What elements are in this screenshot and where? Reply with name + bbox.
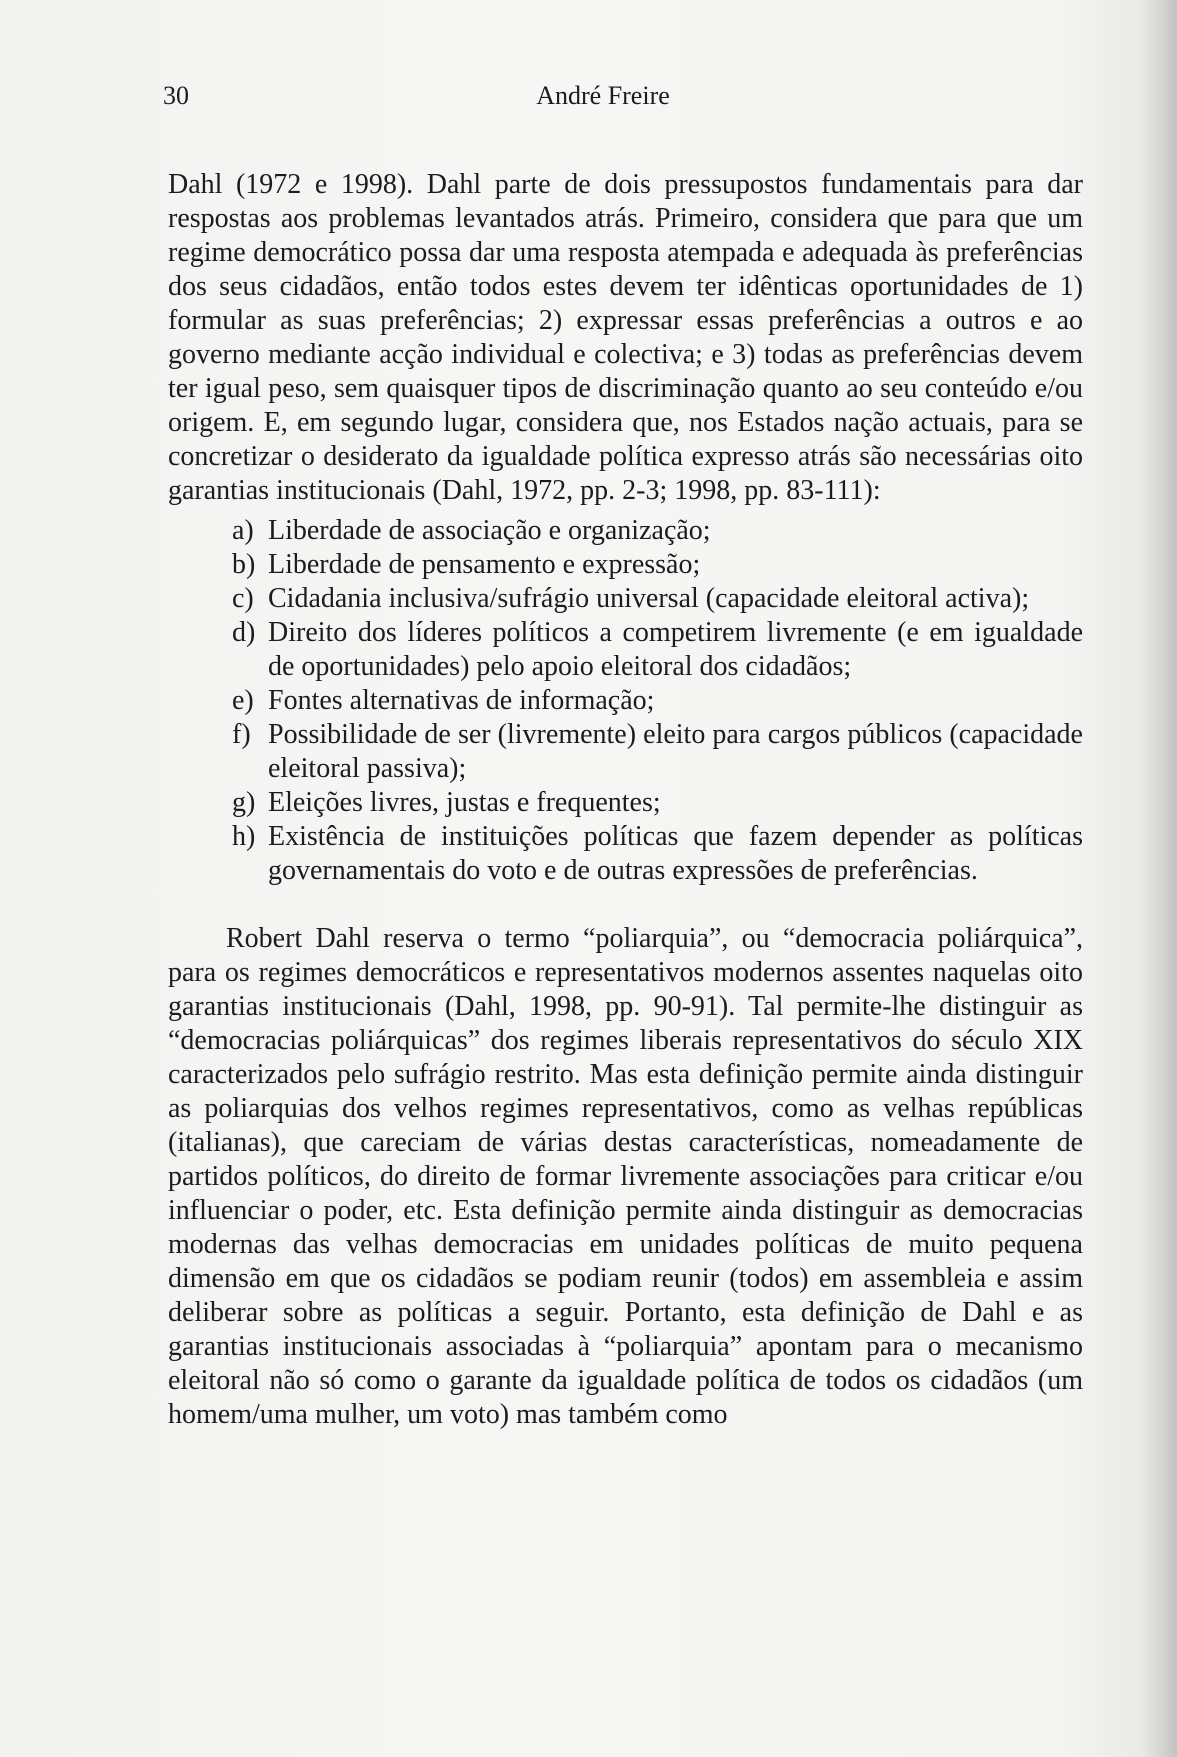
list-item-marker: g) (232, 787, 256, 818)
running-title: André Freire (536, 81, 670, 110)
list-item-text: Liberdade de pensamento e expressão; (268, 549, 701, 580)
list-item-marker: d) (232, 617, 256, 648)
second-paragraph: Robert Dahl reserva o termo “poliarquia”, ou “democracia poliárquica”, para os regimes democráticos e representativos modernos assentes naquelas oito garantias institucionais (Dahl, 1998, pp. 90-91). Tal permite-lhe distinguir as “democracias poliárquicas” dos regimes liberais representativos do século XIX caracterizados pelo sufrágio restrito. Mas esta definição permite ainda distinguir as poliarquias dos velhos regimes representativos, como as velhas repúblicas (italianas), que careciam de várias destas características, nomeadamente de partidos políticos, do direito de formar livremente associações para criticar e/ou influenciar o poder, etc. Esta definição permite ainda distinguir as democracias modernas das velhas democracias em unidades políticas de muito pequena dimensão em que os cidadãos se podiam reunir (todos) em assembleia e assim deliberar sobre as políticas a seguir. Portanto, esta definição de Dahl e as garantias institucionais associadas à “poliarquia” apontam para o mecanismo eleitoral não só como o garante da igualdade política de todos os cidadãos (um homem/uma mulher, um voto) mas também como (168, 923, 1083, 1430)
page-number: 30 (163, 81, 189, 110)
list-item (168, 786, 1083, 820)
list-item-marker: h) (232, 821, 256, 852)
list-item-text: Fontes alternativas de informação; (268, 685, 655, 716)
list-item-text: Eleições livres, justas e frequentes; (268, 787, 661, 818)
list-item-text: Cidadania inclusiva/sufrágio universal (capacidade eleitoral activa); (268, 583, 1030, 614)
list-item-marker: f) (232, 719, 251, 750)
body-text (168, 168, 1083, 1432)
list-item (168, 548, 1083, 582)
institutional-guarantees-list (168, 514, 1083, 888)
list-item (168, 820, 1083, 888)
list-item-marker: a) (232, 515, 254, 546)
list-item (168, 616, 1083, 684)
list-item-marker: e) (232, 685, 254, 716)
list-item-text: Existência de instituições políticas que fazem depender as políticas governamentais do voto e de outras expressões de preferências. (268, 821, 1083, 886)
list-item-text: Possibilidade de ser (livremente) eleito para cargos públicos (capacidade eleitoral passiva); (268, 719, 1083, 784)
page-edge-shadow (1141, 0, 1177, 1757)
intro-paragraph: Dahl (1972 e 1998). Dahl parte de dois pressupostos fundamentais para dar respostas aos problemas levantados atrás. Primeiro, considera que para que um regime democrático possa dar uma resposta atempada e adequada às preferências dos seus cidadãos, então todos estes devem ter idênticas oportunidades de 1) formular as suas preferências; 2) expressar essas preferências a outros e ao governo mediante acção individual e colectiva; e 3) todas as preferências devem ter igual peso, sem quaisquer tipos de discriminação quanto ao seu conteúdo e/ou origem. E, em segundo lugar, considera que, nos Estados nação actuais, para se concretizar o desiderato da igualdade política expresso atrás são necessárias oito garantias institucionais (Dahl, 1972, pp. 2-3; 1998, pp. 83-111): (168, 169, 1083, 506)
list-item (168, 718, 1083, 786)
list-item (168, 514, 1083, 548)
running-head (163, 78, 1043, 114)
list-item (168, 582, 1083, 616)
list-item-marker: b) (232, 549, 256, 580)
list-item-text: Direito dos líderes políticos a competirem livremente (e em igualdade de oportunidades) pelo apoio eleitoral dos cidadãos; (268, 617, 1083, 682)
list-item-text: Liberdade de associação e organização; (268, 515, 711, 546)
list-item (168, 684, 1083, 718)
list-item-marker: c) (232, 583, 254, 614)
